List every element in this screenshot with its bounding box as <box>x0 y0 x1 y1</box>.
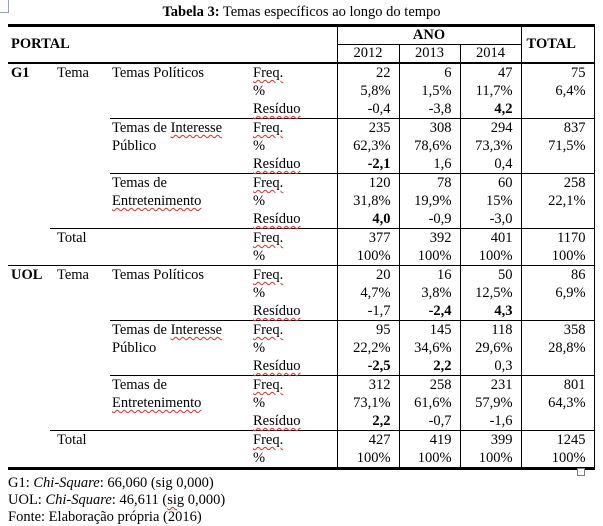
value-cell: 837 <box>521 119 594 138</box>
table-row <box>8 119 594 138</box>
metric-label-cell: Freq. <box>252 119 337 138</box>
caption-text: Temas específicos ao longo do tempo <box>219 4 441 20</box>
table-row <box>8 82 594 100</box>
metric-label-cell: % <box>253 83 266 99</box>
theme-name-cell: Temas de Interesse <box>110 119 252 138</box>
metric-label-cell: Freq. <box>252 174 337 193</box>
metric-label-cell: % <box>253 340 266 356</box>
value-cell: 78,6% <box>399 137 460 155</box>
metric-label-cell: Freq. <box>253 65 284 81</box>
value-cell: 57,9% <box>460 394 521 412</box>
value-cell: -1,7 <box>337 302 399 321</box>
metric-label-cell: Resíduo <box>253 413 301 429</box>
value-cell: 377 <box>337 229 399 248</box>
tema-label: Tema <box>50 266 110 285</box>
value-cell: 100% <box>399 449 460 469</box>
value-cell: 100% <box>337 449 399 469</box>
table-row <box>8 412 594 431</box>
theme-name-cell: Temas Políticos <box>110 266 252 285</box>
value-cell: 100% <box>460 247 521 266</box>
value-cell: 1170 <box>521 229 594 248</box>
theme-name-cell: Público <box>112 138 157 154</box>
document-page <box>0 3 603 525</box>
table-row <box>8 376 594 395</box>
table-row <box>8 266 594 285</box>
table-row <box>8 137 594 155</box>
metric-label-cell: % <box>253 138 266 154</box>
object-anchor-icon <box>0 0 9 13</box>
value-cell: 358 <box>521 321 594 340</box>
value-cell: 31,8% <box>337 192 399 210</box>
metric-label-cell: Freq. <box>252 229 337 248</box>
footnote-source: Fonte: Elaboração própria (2016) <box>8 509 202 525</box>
value-cell: 47 <box>460 63 521 82</box>
value-cell: 61,6% <box>399 394 460 412</box>
table-row <box>8 321 594 340</box>
value-cell: 2,2 <box>337 412 399 431</box>
value-cell: 22,2% <box>337 339 399 357</box>
table-row <box>8 210 594 229</box>
value-cell: 100% <box>521 247 594 266</box>
portal-label: UOL <box>8 266 50 285</box>
value-cell: 6,9% <box>521 284 594 302</box>
value-cell: 50 <box>460 266 521 285</box>
value-cell: 1,6 <box>399 155 460 174</box>
table-row <box>8 339 594 357</box>
table-row <box>8 63 594 82</box>
year-header-cell: 2014 <box>460 45 521 64</box>
value-cell: 75 <box>521 63 594 82</box>
value-cell: 392 <box>399 229 460 248</box>
metric-label-cell: Resíduo <box>253 303 301 319</box>
theme-name-cell: Entretenimento <box>112 395 202 411</box>
metric-label-cell: Resíduo <box>253 101 301 117</box>
value-cell: 100% <box>521 449 594 469</box>
metric-label-cell: % <box>253 248 266 264</box>
total-label: Total <box>50 229 110 248</box>
value-cell: 1,5% <box>399 82 460 100</box>
value-cell: 62,3% <box>337 137 399 155</box>
table-row <box>8 302 594 321</box>
value-cell: 73,3% <box>460 137 521 155</box>
metric-label-cell: Freq. <box>252 431 337 450</box>
value-cell: 100% <box>337 247 399 266</box>
value-cell: 1245 <box>521 431 594 450</box>
value-cell: 231 <box>460 376 521 395</box>
value-cell: 100% <box>460 449 521 469</box>
value-cell: 258 <box>521 174 594 193</box>
value-cell <box>521 412 594 431</box>
value-cell: 34,6% <box>399 339 460 357</box>
portal-label: G1 <box>11 65 30 81</box>
footnote-uol-chisquare: UOL: Chi-Square: 46,611 (sig 0,000) <box>8 492 226 508</box>
data-table <box>8 24 595 470</box>
value-cell: 100% <box>399 247 460 266</box>
value-cell: 294 <box>460 119 521 138</box>
value-cell: 120 <box>337 174 399 193</box>
table-row <box>8 247 594 266</box>
value-cell: -2,5 <box>337 357 399 376</box>
value-cell: 118 <box>460 321 521 340</box>
value-cell: -0,9 <box>399 210 460 229</box>
table-resize-handle-icon[interactable] <box>577 468 585 476</box>
value-cell: 2,2 <box>399 357 460 376</box>
value-cell: 235 <box>337 119 399 138</box>
theme-name-cell: Temas Políticos <box>112 65 205 81</box>
table-row <box>8 357 594 376</box>
value-cell: 11,7% <box>460 82 521 100</box>
value-cell <box>521 357 594 376</box>
value-cell: -3,0 <box>460 210 521 229</box>
value-cell <box>521 155 594 174</box>
value-cell: 12,5% <box>460 284 521 302</box>
value-cell: -2,1 <box>337 155 399 174</box>
year-header-cell: 2013 <box>399 45 460 64</box>
value-cell <box>521 210 594 229</box>
metric-label-cell: Freq. <box>252 321 337 340</box>
value-cell: 4,3 <box>460 302 521 321</box>
value-cell: 4,0 <box>337 210 399 229</box>
total-header-cell: TOTAL <box>521 26 594 64</box>
value-cell: 29,6% <box>460 339 521 357</box>
value-cell: 15% <box>460 192 521 210</box>
value-cell: 28,8% <box>521 339 594 357</box>
table-row <box>8 100 594 119</box>
value-cell: 4,7% <box>337 284 399 302</box>
value-cell: 145 <box>399 321 460 340</box>
table-row <box>8 284 594 302</box>
theme-name-cell: Entretenimento <box>112 193 202 209</box>
value-cell: 6 <box>399 63 460 82</box>
table-row <box>8 229 594 248</box>
metric-label-cell: Freq. <box>252 376 337 395</box>
metric-label-cell: Resíduo <box>253 358 301 374</box>
value-cell: 3,8% <box>399 284 460 302</box>
value-cell: 22,1% <box>521 192 594 210</box>
metric-label-cell: % <box>253 450 266 466</box>
table-header-row <box>8 26 594 45</box>
value-cell: 78 <box>399 174 460 193</box>
value-cell: 5,8% <box>337 82 399 100</box>
portal-header-cell: PORTAL <box>8 26 337 64</box>
value-cell: 86 <box>521 266 594 285</box>
value-cell: -3,8 <box>399 100 460 119</box>
value-cell: -1,6 <box>460 412 521 431</box>
theme-name-cell: Temas de <box>110 376 252 395</box>
theme-name-cell: Público <box>112 340 157 356</box>
value-cell: 16 <box>399 266 460 285</box>
table-row <box>8 394 594 412</box>
value-cell: 312 <box>337 376 399 395</box>
total-label: Total <box>50 431 110 450</box>
value-cell: 399 <box>460 431 521 450</box>
value-cell: 73,1% <box>337 394 399 412</box>
value-cell <box>521 302 594 321</box>
metric-label-cell: Freq. <box>252 266 337 285</box>
table-row <box>8 431 594 450</box>
value-cell: 4,2 <box>460 100 521 119</box>
value-cell: 71,5% <box>521 137 594 155</box>
value-cell: 64,3% <box>521 394 594 412</box>
value-cell: -0,4 <box>337 100 399 119</box>
tema-label: Tema <box>57 65 89 81</box>
value-cell <box>521 100 594 119</box>
table-row <box>8 192 594 210</box>
metric-label-cell: % <box>253 193 266 209</box>
metric-label-cell: % <box>253 395 266 411</box>
table-caption <box>0 3 603 22</box>
value-cell: 0,4 <box>460 155 521 174</box>
ano-header-cell: ANO <box>337 26 521 45</box>
metric-label-cell: Resíduo <box>253 211 301 227</box>
table-footnotes <box>8 475 603 526</box>
table-row <box>8 449 594 469</box>
value-cell: -2,4 <box>399 302 460 321</box>
value-cell: 801 <box>521 376 594 395</box>
value-cell: 308 <box>399 119 460 138</box>
theme-name-cell: Temas de Interesse <box>110 321 252 340</box>
value-cell: -0,7 <box>399 412 460 431</box>
footnote-g1-chisquare: G1: Chi-Square: 66,060 (sig 0,000) <box>8 475 214 491</box>
caption-number: Tabela 3: <box>162 4 220 20</box>
theme-name-cell: Temas de <box>110 174 252 193</box>
metric-label-cell: Resíduo <box>253 156 301 172</box>
value-cell: 60 <box>460 174 521 193</box>
value-cell: 427 <box>337 431 399 450</box>
value-cell: 6,4% <box>521 82 594 100</box>
value-cell: 258 <box>399 376 460 395</box>
metric-label-cell: % <box>253 285 266 301</box>
value-cell: 20 <box>337 266 399 285</box>
value-cell: 419 <box>399 431 460 450</box>
value-cell: 95 <box>337 321 399 340</box>
value-cell: 19,9% <box>399 192 460 210</box>
table-row <box>8 155 594 174</box>
table-row <box>8 174 594 193</box>
year-header-cell: 2012 <box>337 45 399 64</box>
value-cell: 0,3 <box>460 357 521 376</box>
value-cell: 22 <box>337 63 399 82</box>
value-cell: 401 <box>460 229 521 248</box>
